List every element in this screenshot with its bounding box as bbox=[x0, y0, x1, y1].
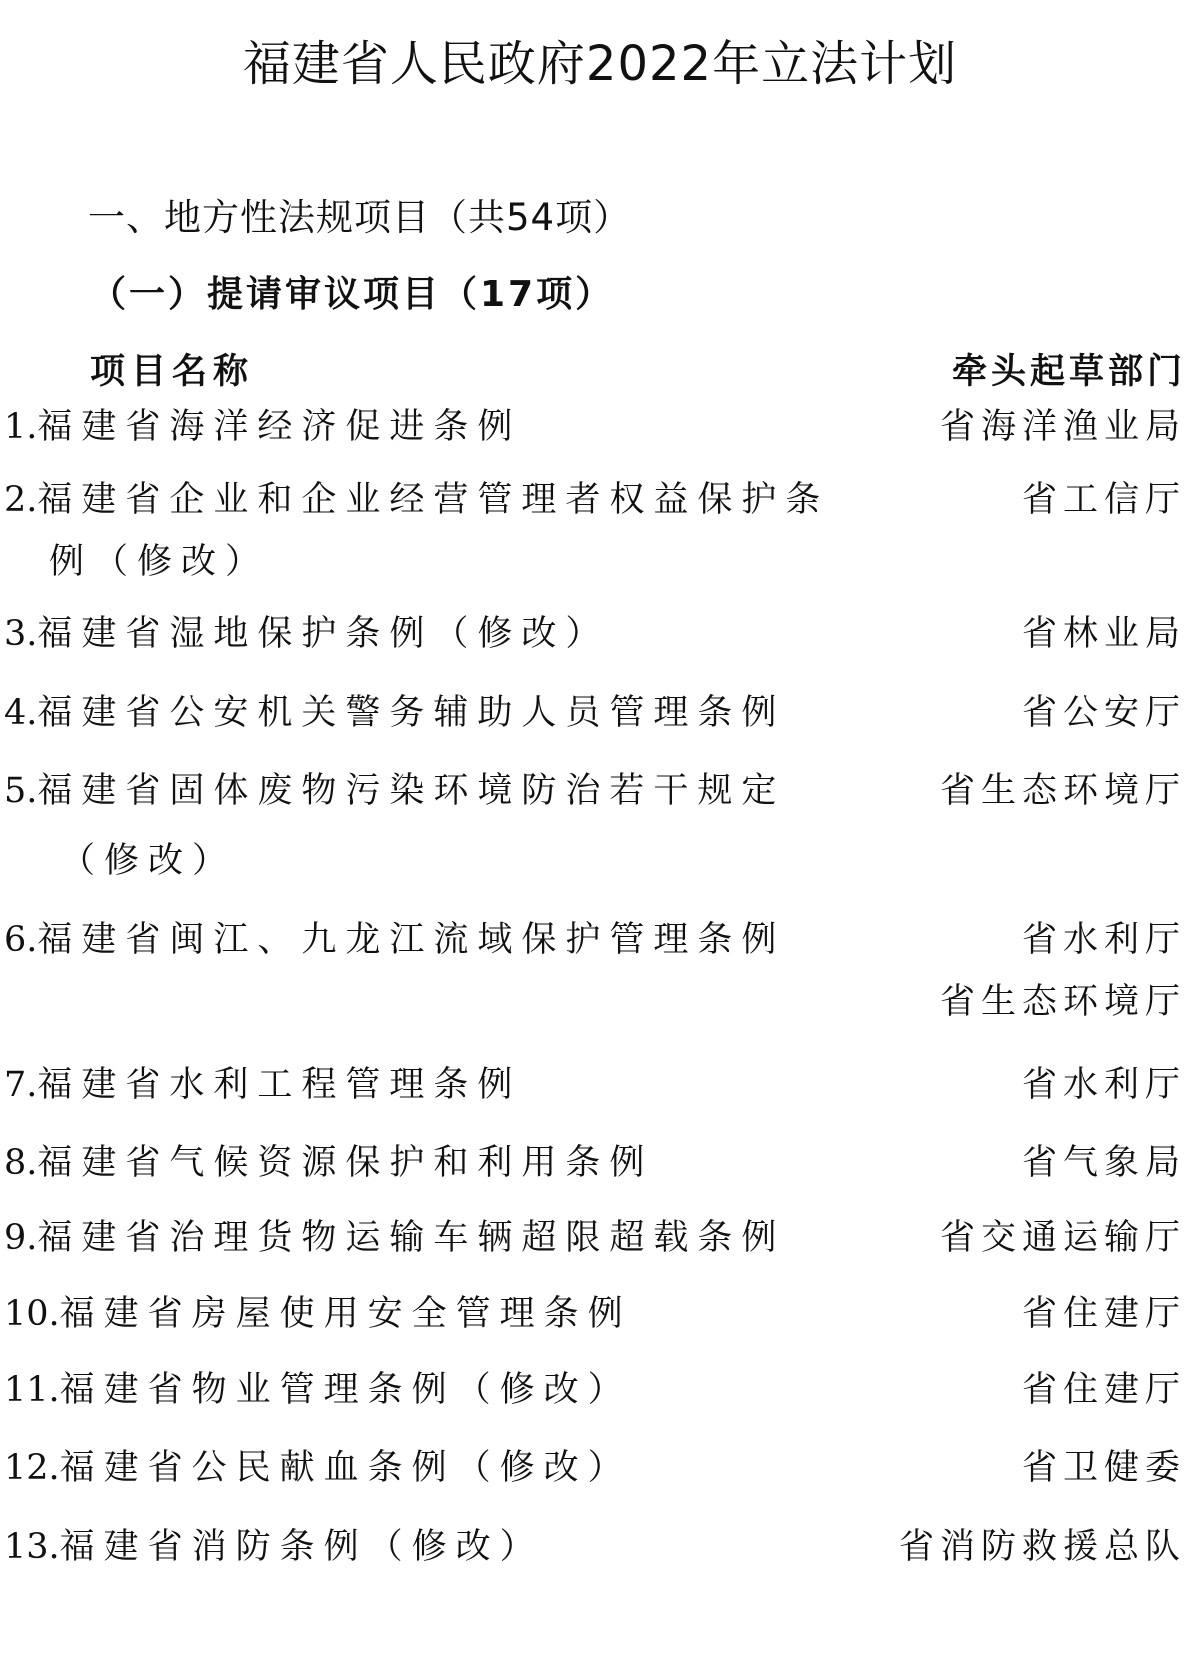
item-dept bbox=[1022, 1132, 1186, 1194]
item-name bbox=[4, 1359, 834, 1421]
item-dept bbox=[1022, 1054, 1186, 1116]
item-number: 10. bbox=[4, 1294, 60, 1334]
item-number: 1. bbox=[4, 407, 38, 447]
column-header-name: 项目名称 bbox=[90, 352, 255, 392]
item-dept bbox=[940, 1207, 1186, 1269]
item-name bbox=[4, 603, 834, 665]
column-header-dept: 牵头起草部门 bbox=[951, 352, 1186, 392]
item-title-continued: （修改） bbox=[60, 841, 237, 881]
item-name bbox=[4, 1132, 834, 1194]
section-heading: 一、地方性法规项目（共54项） bbox=[88, 196, 632, 239]
item-name bbox=[4, 682, 834, 744]
item-dept-secondary: 省生态环境厅 bbox=[939, 982, 1186, 1022]
item-name bbox=[4, 396, 834, 458]
item-dept bbox=[1022, 682, 1186, 744]
item-title: 福建省治理货物运输车辆超限超载条例 bbox=[37, 1218, 786, 1258]
item-title: 福建省物业管理条例（修改） bbox=[59, 1370, 632, 1410]
item-dept-primary: 省工信厅 bbox=[1021, 480, 1186, 520]
item-dept bbox=[1022, 603, 1186, 665]
item-title: 福建省房屋使用安全管理条例 bbox=[59, 1294, 632, 1334]
item-dept bbox=[1022, 1359, 1186, 1421]
item-title: 福建省湿地保护条例（修改） bbox=[37, 614, 610, 654]
item-name bbox=[4, 1283, 834, 1345]
item-dept-primary: 省气象局 bbox=[1021, 1143, 1186, 1183]
item-dept bbox=[1022, 1437, 1186, 1499]
item-dept bbox=[940, 396, 1186, 458]
item-dept-primary: 省林业局 bbox=[1021, 614, 1186, 654]
item-dept-primary: 省消防救援总队 bbox=[898, 1527, 1186, 1567]
item-dept-primary: 省生态环境厅 bbox=[939, 771, 1186, 811]
subsection-heading: （一）提请审议项目（17项） bbox=[90, 274, 615, 315]
item-dept-primary: 省住建厅 bbox=[1021, 1294, 1186, 1334]
item-dept bbox=[899, 1516, 1186, 1578]
item-title: 福建省海洋经济促进条例 bbox=[37, 407, 522, 447]
page-title: 福建省人民政府2022年立法计划 bbox=[242, 36, 958, 92]
item-dept bbox=[1022, 469, 1186, 531]
item-title: 福建省消防条例（修改） bbox=[59, 1527, 544, 1567]
item-number: 6. bbox=[4, 920, 38, 960]
item-dept-primary: 省海洋渔业局 bbox=[939, 407, 1186, 447]
item-name bbox=[4, 909, 834, 971]
item-number: 9. bbox=[4, 1218, 38, 1258]
item-name bbox=[4, 760, 834, 892]
item-title: 福建省固体废物污染环境防治若干规定 bbox=[37, 771, 786, 811]
item-dept-primary: 省水利厅 bbox=[1021, 920, 1186, 960]
item-dept-primary: 省交通运输厅 bbox=[939, 1218, 1186, 1258]
item-dept-primary: 省住建厅 bbox=[1021, 1370, 1186, 1410]
item-title: 福建省气候资源保护和利用条例 bbox=[37, 1143, 654, 1183]
item-number: 4. bbox=[4, 693, 38, 733]
item-number: 7. bbox=[4, 1065, 38, 1105]
item-name bbox=[4, 469, 834, 593]
item-title: 福建省企业和企业经营管理者权益保护条 bbox=[37, 480, 830, 520]
item-dept bbox=[940, 760, 1186, 822]
item-dept-primary: 省公安厅 bbox=[1021, 693, 1186, 733]
item-dept-primary: 省水利厅 bbox=[1021, 1065, 1186, 1105]
item-title: 福建省公安机关警务辅助人员管理条例 bbox=[37, 693, 786, 733]
item-number: 8. bbox=[4, 1143, 38, 1183]
item-number: 5. bbox=[4, 771, 38, 811]
item-number: 12. bbox=[4, 1448, 60, 1488]
item-title: 福建省公民献血条例（修改） bbox=[59, 1448, 632, 1488]
item-title-continued: 例（修改） bbox=[49, 542, 270, 582]
item-name bbox=[4, 1207, 834, 1269]
item-number: 11. bbox=[4, 1370, 60, 1410]
item-title: 福建省水利工程管理条例 bbox=[37, 1065, 522, 1105]
item-number: 13. bbox=[4, 1527, 60, 1567]
item-title: 福建省闽江、九龙江流域保护管理条例 bbox=[37, 920, 786, 960]
item-dept bbox=[940, 909, 1186, 1033]
item-name bbox=[4, 1516, 834, 1578]
item-number: 3. bbox=[4, 614, 38, 654]
item-dept bbox=[1022, 1283, 1186, 1345]
item-number: 2. bbox=[4, 480, 38, 520]
item-dept-primary: 省卫健委 bbox=[1021, 1448, 1186, 1488]
item-name bbox=[4, 1054, 834, 1116]
item-name bbox=[4, 1437, 834, 1499]
